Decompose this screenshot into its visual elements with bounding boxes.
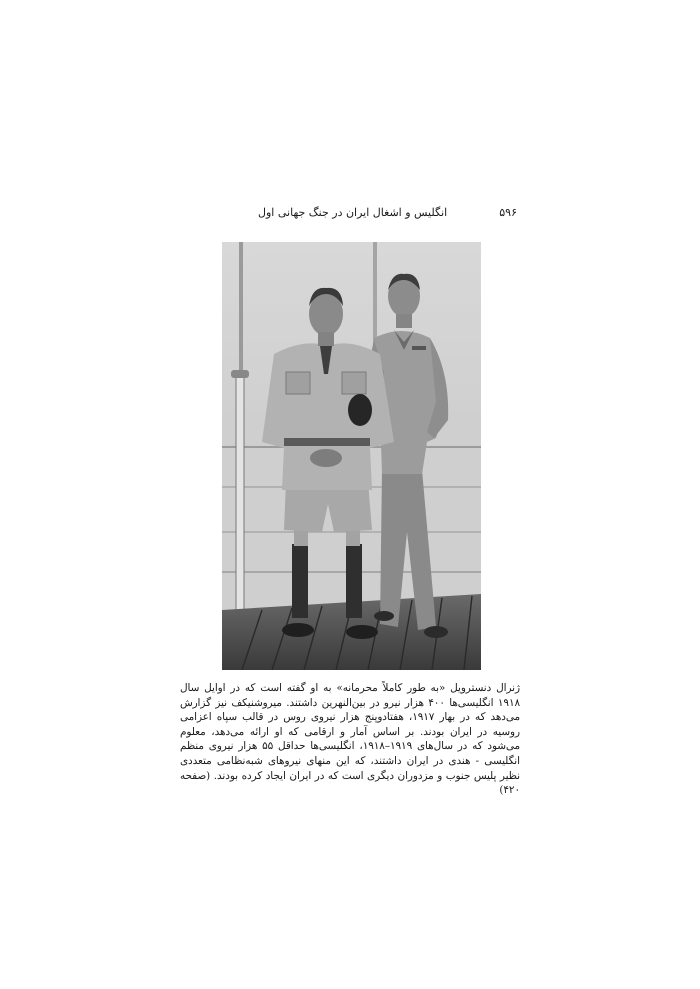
historical-photograph xyxy=(222,242,481,670)
page-number: ۵۹۶ xyxy=(499,206,517,219)
running-title: انگلیس و اشغال ایران در جنگ جهانی اول xyxy=(258,206,448,219)
page-header xyxy=(258,206,517,224)
photo-caption xyxy=(180,681,520,798)
caption-text: ژنرال دنسترویل «به طور کاملاً محرمانه» به او گفته است که در اوایل سال ۱۹۱۸ انگلیسی‌ها ۴۰۰ هزار نیرو در بین‌النهرین داشتند. میروشنیکف نیز گزارش می‌دهد که در بهار ۱۹۱۷، هفتادوپنج هزار نیروی روس در قالب سپاه اعزامی روسیه در ایران بودند. بر اساس آمار و ارقامی که او ارائه می‌دهد، معلوم می‌شود که در سال‌های ۱۹۱۹–۱۹۱۸، انگلیسی‌ها حداقل ۵۵ هزار نیروی منظم انگلیسی - هندی در ایران داشتند، که این منهای نیروهای شبه‌نظامی متعددی نظیر پلیس جنوب و مزدوران دیگری است که در ایران ایجاد کرده بودند. (صفحه ۴۲۰) xyxy=(180,682,521,797)
